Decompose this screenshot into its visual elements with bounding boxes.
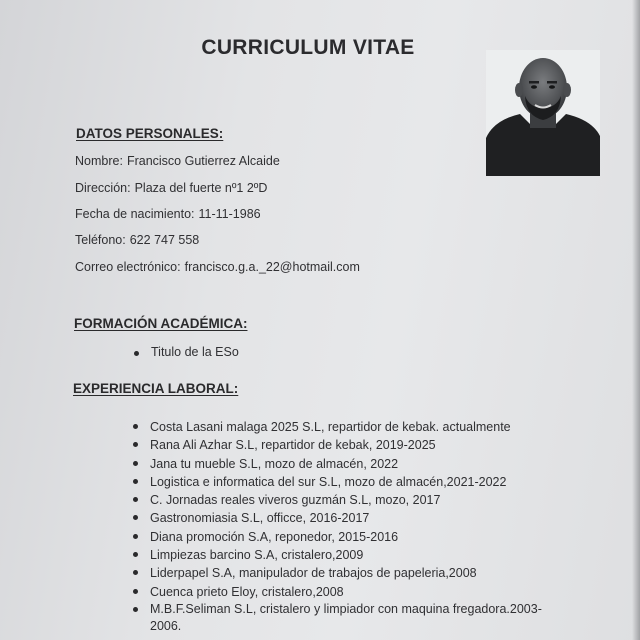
experience-list <box>133 418 545 635</box>
profile-photo <box>486 50 600 176</box>
education-item: Titulo de la ESo <box>134 345 239 359</box>
experience-item: Diana promoción S.A, reponedor, 2015-2016 <box>133 528 545 546</box>
birthdate-value: 11-11-1986 <box>198 207 261 221</box>
address-line <box>75 181 267 195</box>
email-value: francisco.g.a._22@hotmail.com <box>184 260 360 274</box>
email-label: Correo electrónico: <box>75 260 181 274</box>
birthdate-label: Fecha de nacimiento: <box>75 207 195 221</box>
personal-data-heading: DATOS PERSONALES: <box>76 126 224 141</box>
birthdate-line <box>75 207 261 221</box>
name-value: Francisco Gutierrez Alcaide <box>126 154 280 168</box>
experience-item: Limpiezas barcino S.A, cristalero,2009 <box>133 546 545 564</box>
phone-label: Teléfono: <box>75 233 126 247</box>
education-heading: FORMACIÓN ACADÉMICA: <box>74 316 248 331</box>
experience-item: C. Jornadas reales viveros guzmán S.L, mozo, 2017 <box>133 491 545 509</box>
experience-item: Rana Ali Azhar S.L, repartidor de kebak, 2019-2025 <box>133 436 545 454</box>
phone-line <box>75 233 199 247</box>
experience-heading: EXPERIENCIA LABORAL: <box>73 381 239 396</box>
phone-value: 622 747 558 <box>129 233 200 247</box>
address-label: Dirección: <box>75 181 131 195</box>
education-list <box>134 345 239 359</box>
name-label: Nombre: <box>75 154 123 168</box>
address-value: Plaza del fuerte nº1 2ºD <box>134 181 268 195</box>
profile-photo-icon <box>486 50 600 176</box>
email-line <box>75 260 360 274</box>
page-edge-shadow <box>632 0 640 640</box>
experience-item: Gastronomiasia S.L, officce, 2016-2017 <box>133 509 545 527</box>
name-line <box>75 154 280 168</box>
experience-item: M.B.F.Seliman S.L, cristalero y limpiador con maquina fregadora.2003-2006. <box>133 601 545 635</box>
experience-item: Costa Lasani malaga 2025 S.L, repartidor de kebak. actualmente <box>133 418 545 436</box>
experience-item: Cuenca prieto Eloy, cristalero,2008 <box>133 583 545 601</box>
experience-item: Liderpapel S.A, manipulador de trabajos de papeleria,2008 <box>133 564 545 582</box>
experience-item: Jana tu mueble S.L, mozo de almacén, 2022 <box>133 455 545 473</box>
experience-item: Logistica e informatica del sur S.L, mozo de almacén,2021-2022 <box>133 473 545 491</box>
document-title: CURRICULUM VITAE <box>201 36 415 59</box>
